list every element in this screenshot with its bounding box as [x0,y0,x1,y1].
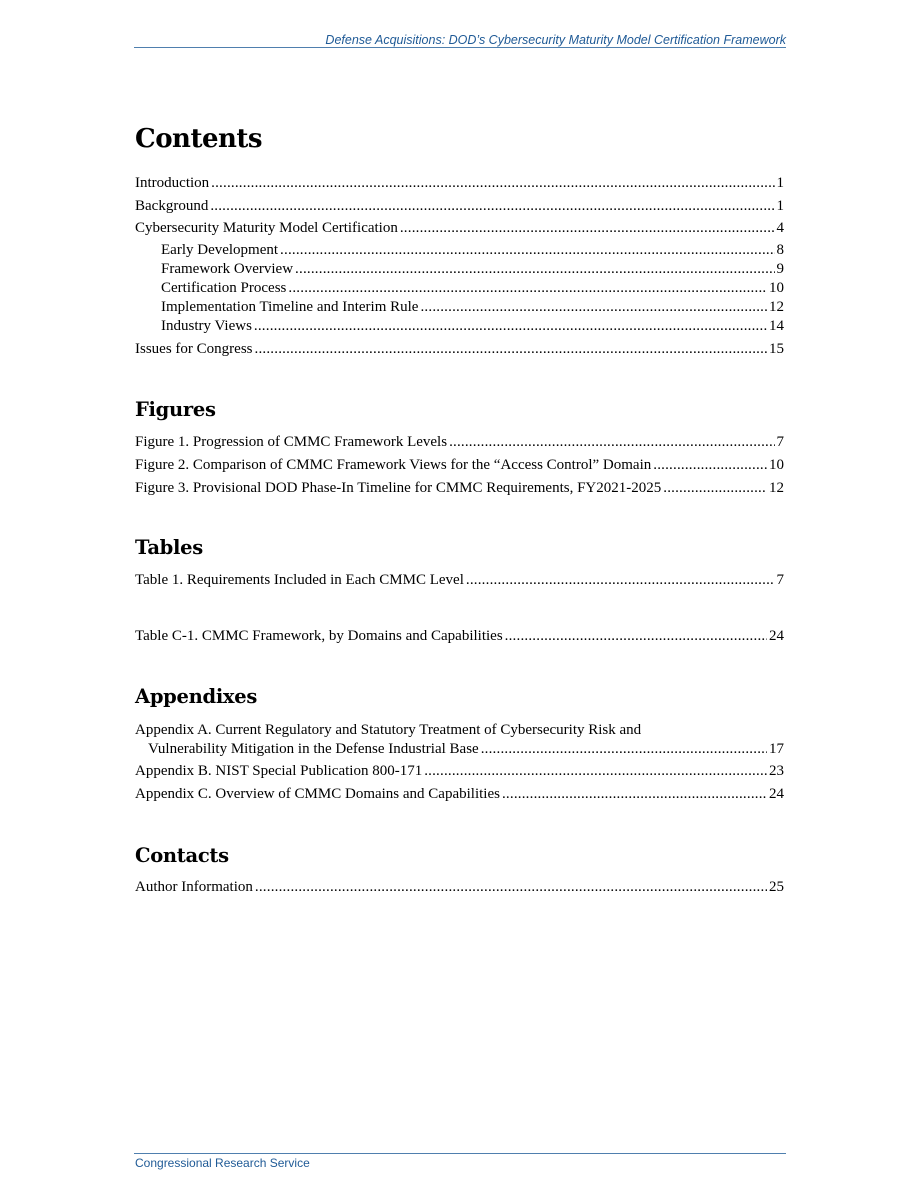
toc-page-number: 1 [776,175,784,191]
toc-entry-text: Figure 3. Provisional DOD Phase-In Timeline for CMMC Requirements, FY2021-2025 [135,480,662,496]
dot-leader [466,571,775,590]
dot-leader [210,197,774,216]
toc-entry-text: Appendix B. NIST Special Publication 800-171 [135,763,423,779]
toc-page-number: 12 [769,299,784,315]
toc-page-number: 9 [776,261,784,277]
toc-entry-text: Cybersecurity Maturity Model Certification [135,220,398,236]
dot-leader [420,298,767,317]
dot-leader [481,740,767,759]
figures-heading: Figures [135,398,216,421]
toc-entry-introduction[interactable] [135,174,784,193]
toc-page-number: 24 [769,628,784,644]
dot-leader [255,340,768,359]
toc-entry-cmmc[interactable] [135,219,784,238]
dot-leader [254,317,767,336]
toc-page-number: 17 [769,741,784,757]
toc-page-number: 10 [769,280,784,296]
toc-entry-text: Industry Views [161,318,252,334]
running-footer: Congressional Research Service [135,1156,310,1170]
toc-page-number: 1 [776,198,784,214]
toc-entry-text: Figure 2. Comparison of CMMC Framework Views for the “Access Control” Domain [135,457,652,473]
toc-entry-text: Table 1. Requirements Included in Each CMMC Level [135,572,464,588]
toc-entry-text: Appendix C. Overview of CMMC Domains and Capabilities [135,786,500,802]
toc-entry-table-1[interactable] [135,571,784,590]
toc-entry-table-c1[interactable] [135,627,784,646]
toc-entry-figure-3[interactable] [135,479,784,498]
dot-leader [663,479,767,498]
toc-entry-issues-for-congress[interactable] [135,340,784,359]
toc-entry-text: Early Development [161,242,279,258]
contacts-heading: Contacts [135,844,229,867]
toc-entry-text: Background [135,198,209,214]
header-rule [134,47,786,48]
footer-rule [134,1153,786,1154]
toc-entry-text: Table C-1. CMMC Framework, by Domains and Capabilities [135,628,503,644]
toc-entry-second-line [135,740,784,759]
toc-page-number: 12 [769,480,784,496]
toc-page-number: 15 [769,341,784,357]
toc-page-number: 14 [769,318,784,334]
toc-entry-appendix-c[interactable] [135,785,784,804]
toc-entry-text-line2: Vulnerability Mitigation in the Defense Industrial Base [148,741,479,757]
toc-entry-text: Implementation Timeline and Interim Rule [161,299,419,315]
toc-page-number: 10 [769,457,784,473]
toc-page-number: 23 [769,763,784,779]
toc-entry-appendix-b[interactable] [135,762,784,781]
toc-entry-text: Author Information [135,879,253,895]
tables-heading: Tables [135,536,203,559]
toc-page-number: 7 [776,572,784,588]
running-header: Defense Acquisitions: DOD’s Cybersecurity Maturity Model Certification Framework [325,33,786,47]
dot-leader [255,878,767,897]
dot-leader [211,174,774,193]
toc-page-number: 25 [769,879,784,895]
toc-page-number: 8 [776,242,784,258]
toc-page-number: 4 [776,220,784,236]
dot-leader [653,456,767,475]
toc-entry-appendix-a[interactable] [135,721,784,759]
dot-leader [502,785,767,804]
toc-entry-author-information[interactable] [135,878,784,897]
toc-entry-industry-views[interactable] [161,317,784,336]
toc-entry-early-development[interactable] [161,241,784,260]
toc-page-number: 7 [776,434,784,450]
dot-leader [505,627,767,646]
dot-leader [288,279,767,298]
toc-entry-text: Figure 1. Progression of CMMC Framework Levels [135,434,448,450]
toc-entry-certification-process[interactable] [161,279,784,298]
toc-entry-text-line1: Appendix A. Current Regulatory and Statutory Treatment of Cybersecurity Risk and [135,722,642,738]
dot-leader [295,260,774,279]
toc-entry-text: Certification Process [161,280,287,296]
dot-leader [424,762,767,781]
toc-entry-background[interactable] [135,197,784,216]
dot-leader [449,433,774,452]
appendixes-heading: Appendixes [135,685,258,708]
dot-leader [400,219,775,238]
toc-entry-text: Introduction [135,175,210,191]
contents-title: Contents [135,124,263,154]
dot-leader [280,241,774,260]
toc-page-number: 24 [769,786,784,802]
toc-entry-figure-1[interactable] [135,433,784,452]
toc-entry-text: Issues for Congress [135,341,253,357]
toc-entry-figure-2[interactable] [135,456,784,475]
toc-entry-implementation-timeline[interactable] [161,298,784,317]
toc-entry-framework-overview[interactable] [161,260,784,279]
toc-entry-text: Framework Overview [161,261,294,277]
